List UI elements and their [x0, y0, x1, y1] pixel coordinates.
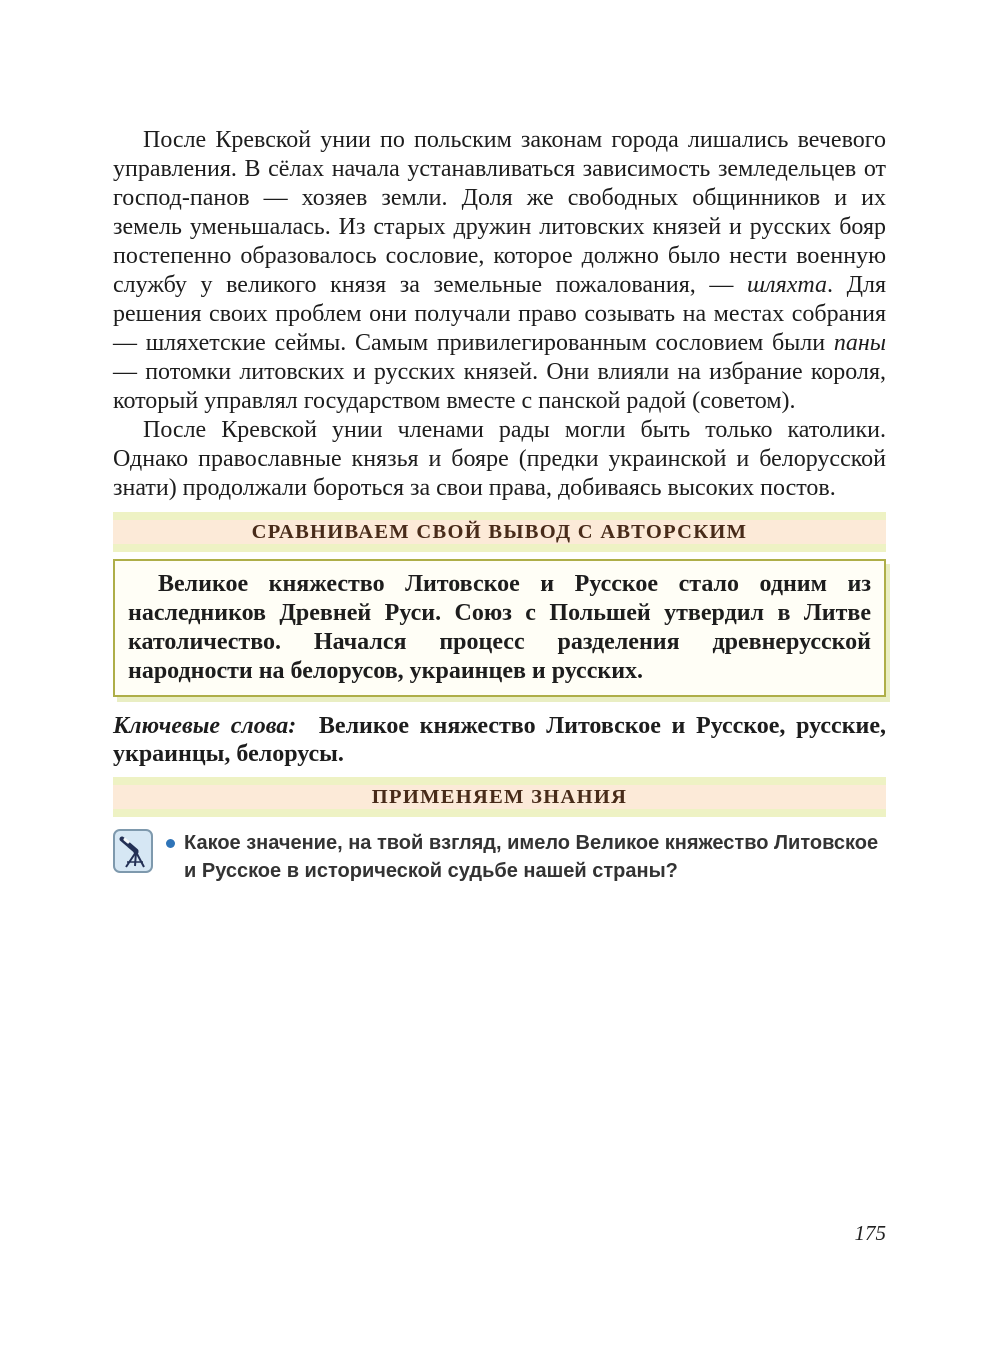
- apply-task: [113, 829, 886, 885]
- keywords-label: Ключевые слова:: [113, 713, 297, 739]
- author-conclusion-box: [113, 559, 886, 697]
- page-content: [113, 126, 886, 885]
- body-paragraph: После Кревской унии членами рады могли быть только католики. Однако православные князья и бояре (предки украинской и белорусской знати) продолжали бороться за свои права, добиваясь высоких постов.: [113, 417, 886, 501]
- task-question: Какое значение, на твой взгляд, имело Великое княжество Литовское и Русское в исторической судьбе нашей страны?: [184, 832, 879, 882]
- apply-banner-label: ПРИМЕНЯЕМ ЗНАНИЯ: [371, 786, 628, 808]
- author-conclusion-text: Великое княжество Литовское и Русское стало одним из наследников Древней Руси. Союз с Польшей утвердил в Литве католичество. Начался процесс разделения древнерусской народности на белорусов, украинцев и русских.: [128, 571, 871, 684]
- compare-banner: [113, 512, 886, 552]
- keywords-paragraph: [113, 712, 886, 768]
- telescope-icon: [113, 829, 153, 873]
- bullet-icon: [166, 839, 175, 848]
- compare-banner-label: СРАВНИВАЕМ СВОЙ ВЫВОД С АВТОРСКИМ: [251, 521, 748, 543]
- page-number: 175: [854, 1221, 886, 1245]
- body-paragraph: После Кревской унии по польским законам города лишались вечевого управления. В сёлах начала устанавливаться зависимость земледельцев от господ-панов — хозяев земли. Доля же свободных общинников и их земель уменьшалась. Из старых дружин литовских князей и русских бояр постепенно образовалось сословие, которое должно было нести военную службу у великого князя за земельные пожалования, — шляхта. Для решения своих проблем они получали право созывать на местах собрания — шляхетские сеймы. Самым привилегированным сословием были паны — потомки литовских и русских князей. Они влияли на избрание короля, который управлял государством вместе с панской радой (советом).: [113, 127, 887, 414]
- keywords-text: Великое княжество Литовское и Русское, русские, украинцы, белорусы.: [113, 713, 886, 767]
- apply-banner: [113, 777, 886, 817]
- body-paragraphs: [113, 126, 886, 503]
